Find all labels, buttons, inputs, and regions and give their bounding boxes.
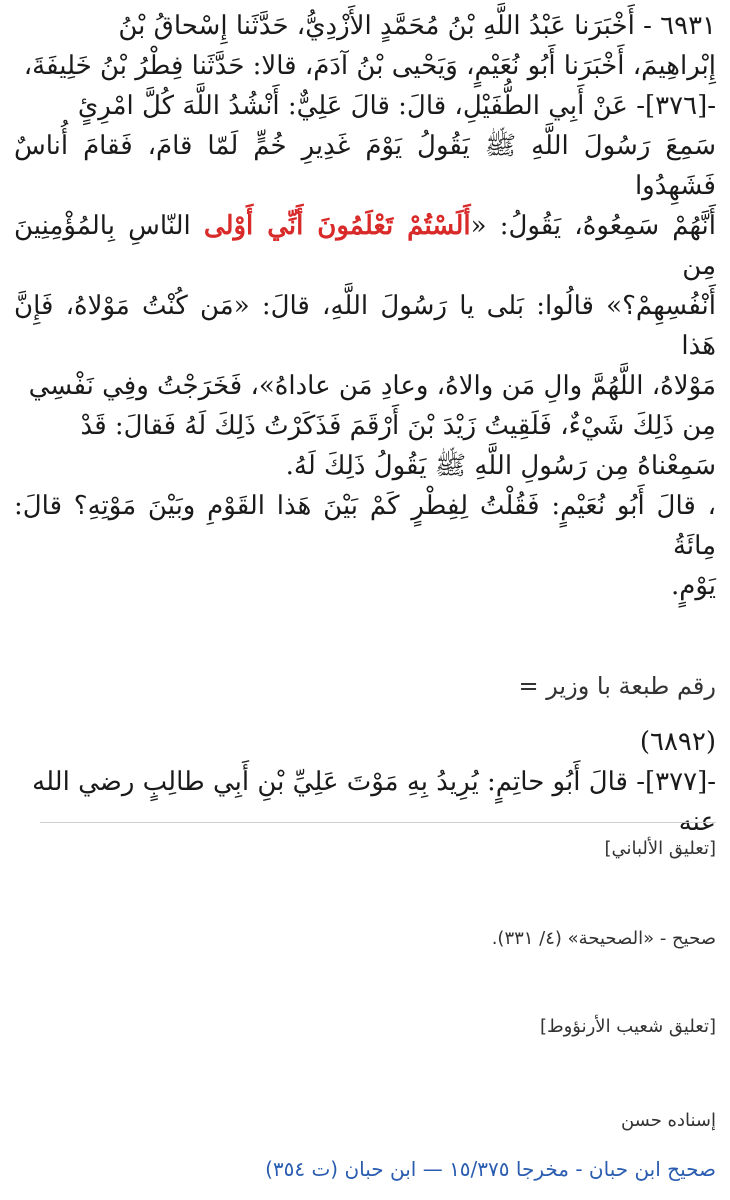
edition-label: رقم طبعة با وزير = [518,672,716,700]
hadith-segment: النّاسِ بِالمُؤْمِنِينَ مِن [14,211,716,281]
albani-ruling: صحيح - «الصحيحة» (٤/ ٣٣١). [491,928,716,949]
hadith-line: مِن ذَلِكَ شَيْءٌ، فَلَقِيتُ زَيْدَ بْنَ أَرْقَمَ فَذَكَرْتُ ذَلِكَ لَهُ فَقالَ: قَدْ [80,411,716,441]
hadith-line: ، قالَ أَبُو نُعَيْمٍ: فَقُلْتُ لِفِطْرٍ كَمْ بَيْنَ هَذا القَوْمِ وبَيْنَ مَوْتِهِ؟ قالَ: مِائَةُ [14,491,716,561]
hadith-line: مَوْلاهُ، اللَّهُمَّ والِ مَن والاهُ، وعادِ مَن عاداهُ»، فَخَرَجْتُ وفِي نَفْسِي [28,371,716,401]
highlighted-quote: أَلَسْتُمْ تَعْلَمُونَ أَنِّي أَوْلى [203,211,471,241]
hadith-line: يَوْمٍ. [670,571,716,601]
hadith-text [14,6,716,606]
hadith-line: أَنْفُسِهِمْ؟» قالُوا: بَلى يا رَسُولَ اللَّهِ، قالَ: «مَن كُنْتُ مَوْلاهُ، فَإِنَّ هَذا [14,291,716,361]
source-link[interactable]: صحيح ابن حبان - مخرجا ١٥/٣٧٥ — ابن حبان (ت ٣٥٤) [265,1157,716,1181]
arnaut-ruling: إسناده حسن [620,1110,716,1131]
albani-label: [تعليق الألباني] [604,838,716,859]
hadith-line [14,206,716,286]
section-divider [40,822,716,823]
footnote: -[٣٧٧]- قالَ أَبُو حاتِمٍ: يُرِيدُ بِهِ مَوْتَ عَلِيِّ بْنِ أَبِي طالِبٍ رضي الله عنه [32,767,716,837]
hadith-segment: أَنَّهُمْ سَمِعُوهُ، يَقُولُ: « [470,211,717,241]
hadith-line: إِبْراهِيمَ، أَخْبَرَنا أَبُو نُعَيْمٍ، وَيَحْيى بْنُ آدَمَ، قالا: حَدَّثَنا فِطْرُ بْنُ خَلِيفَةَ، [23,51,716,81]
arnaut-label: [تعليق شعيب الأرنؤوط] [539,1016,716,1037]
hadith-line: سَمِعَ رَسُولَ اللَّهِ ﷺ يَقُولُ يَوْمَ غَدِيرِ خُمٍّ لَمّا قامَ، فَقامَ أُناسٌ فَشَهِدُوا [14,131,716,201]
edition-number: (٦٨٩٢) [639,727,716,757]
hadith-line: ٦٩٣١ - أَخْبَرَنا عَبْدُ اللَّهِ بْنُ مُحَمَّدٍ الأَزْدِيُّ، حَدَّثَنا إِسْحاقُ بْنُ [118,11,716,41]
hadith-line: -[٣٧٦]- عَنْ أَبِي الطُّفَيْلِ، قالَ: قالَ عَلِيٌّ: أَنْشُدُ اللَّهَ كُلَّ امْرِئٍ [77,91,716,121]
hadith-line: سَمِعْناهُ مِن رَسُولِ اللَّهِ ﷺ يَقُولُ ذَلِكَ لَهُ. [285,451,716,481]
